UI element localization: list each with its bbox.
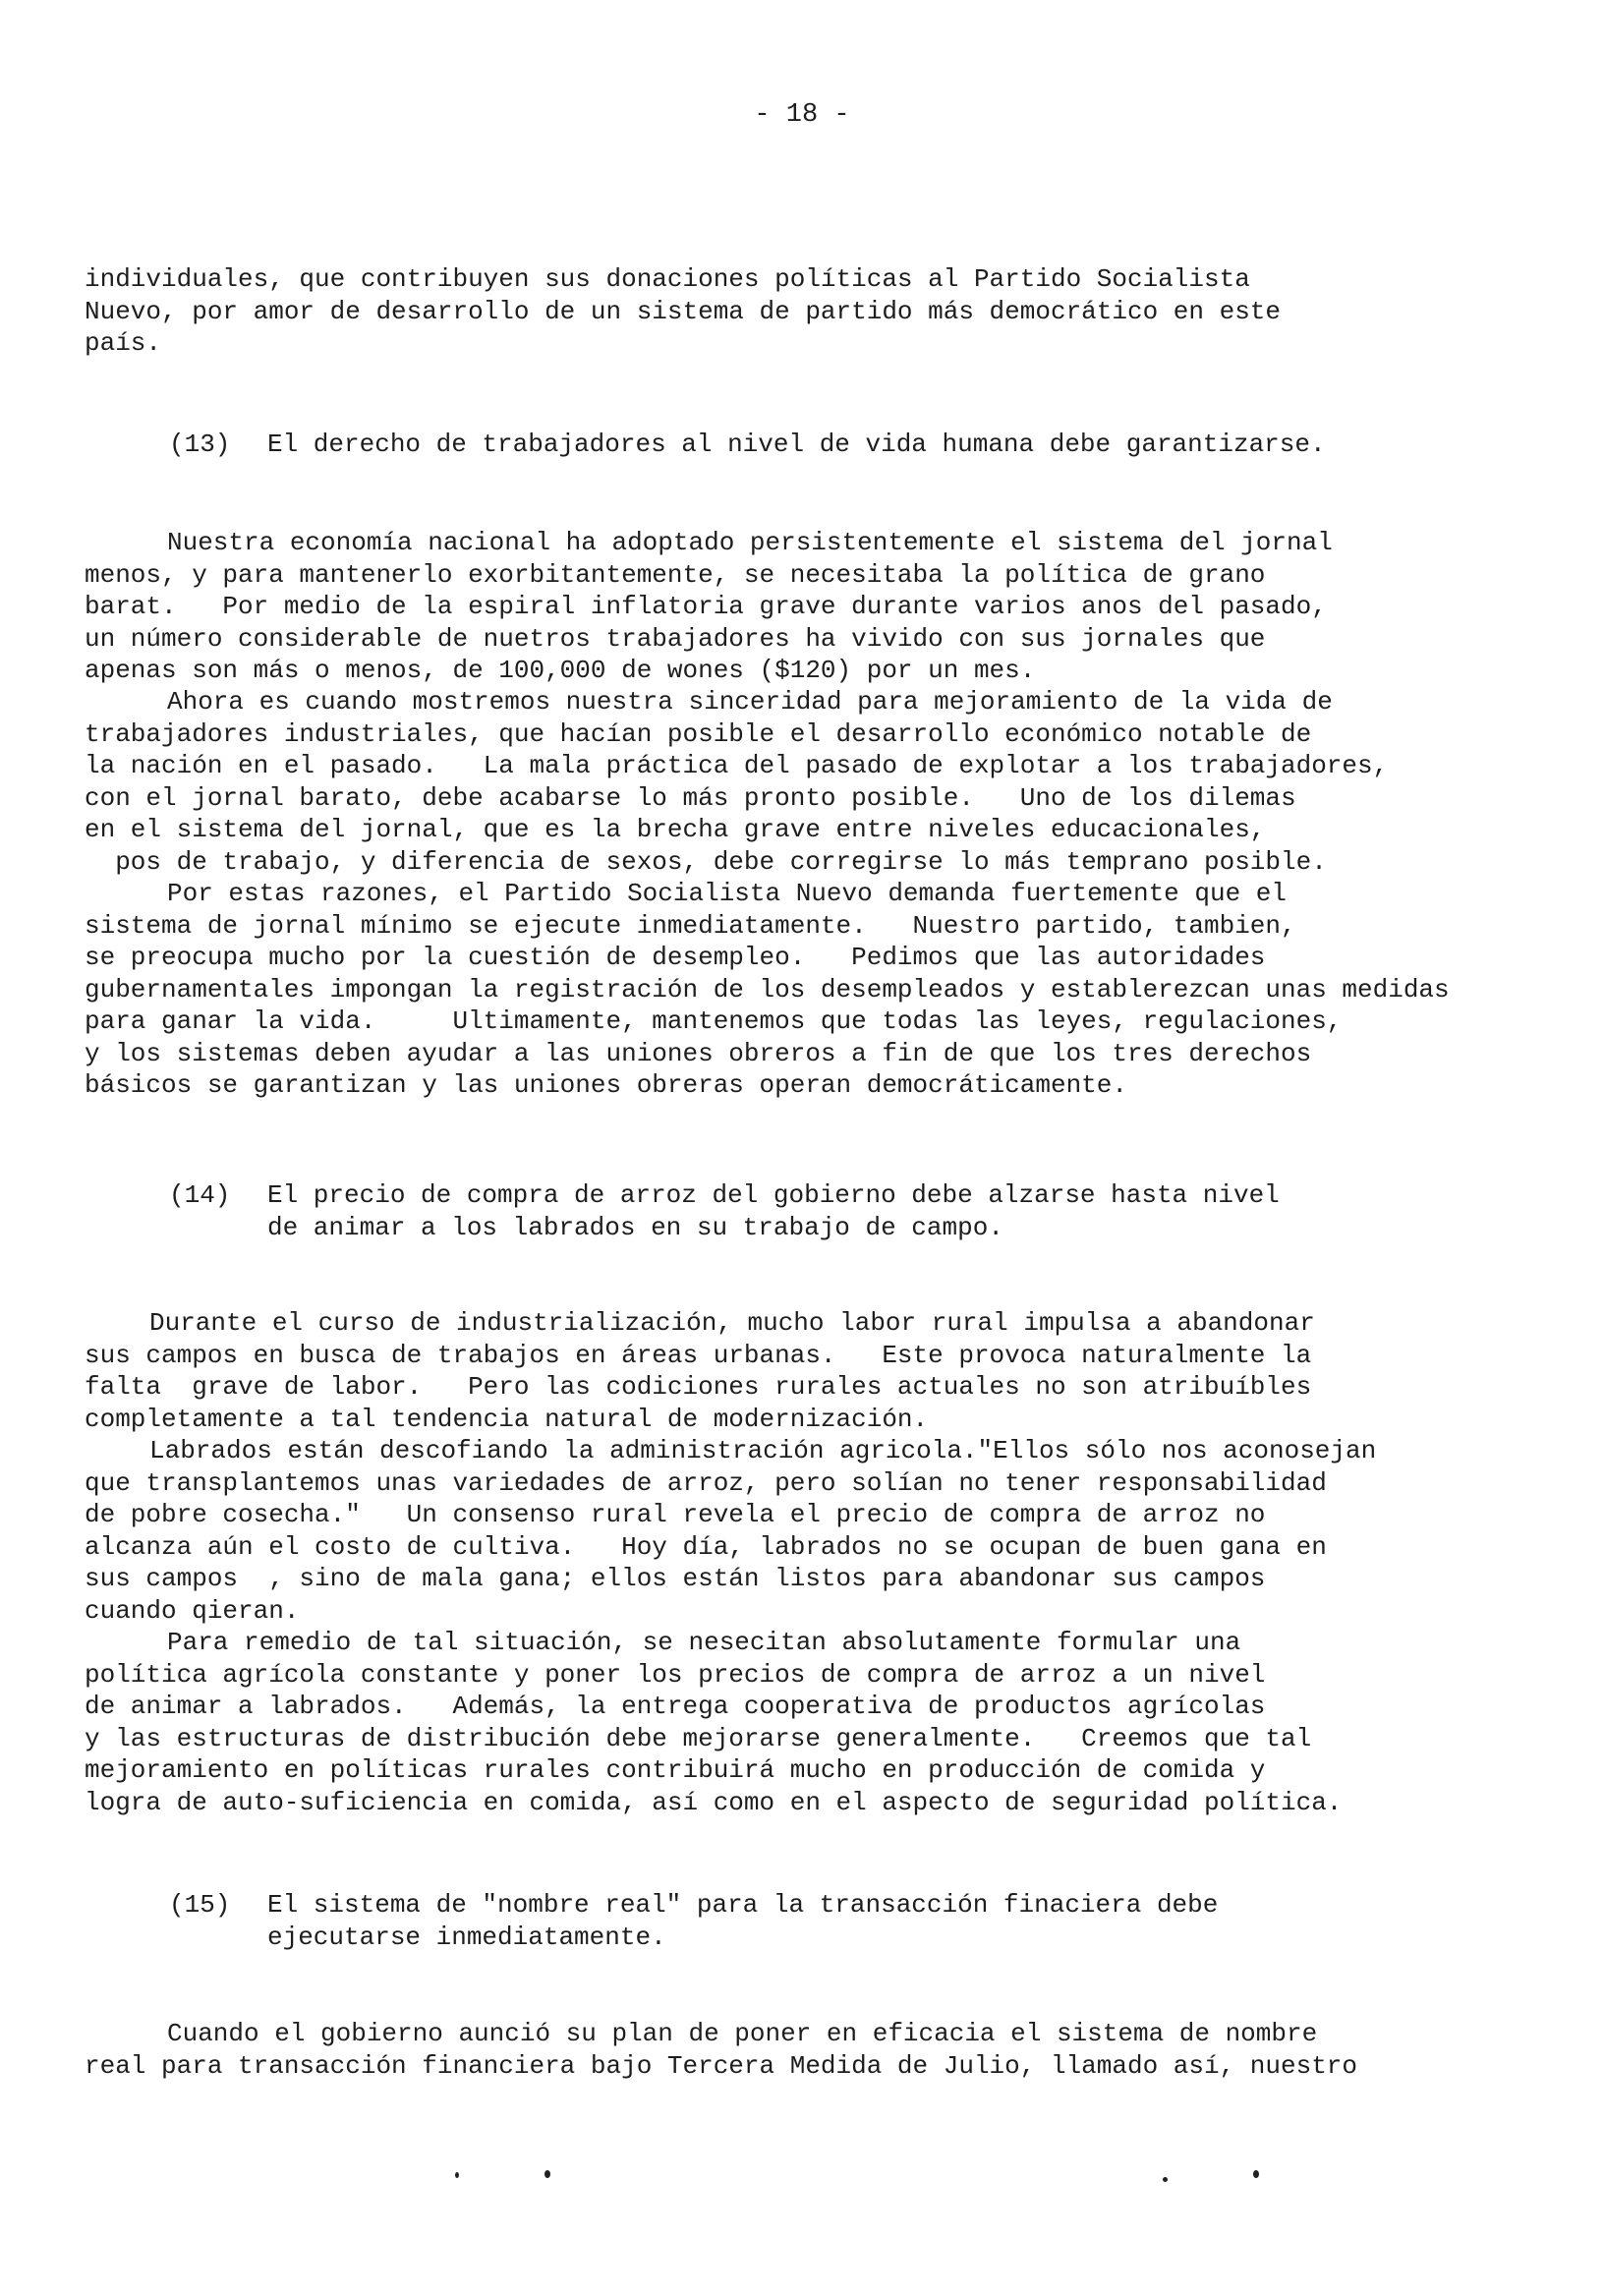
text-line: un número considerable de nuetros trabajadores ha vivido con sus jornales que <box>85 623 1266 654</box>
page-number: - 18 - <box>754 100 850 130</box>
scan-speck <box>1253 2170 1259 2178</box>
text-line: la nación en el pasado. La mala práctica del pasado de explotar a los trabajadores, <box>85 751 1389 780</box>
heading-text: El derecho de trabajadores al nivel de vida humana debe garantizarse. <box>267 430 1326 459</box>
text-line: se preocupa mucho por la cuestión de desempleo. Pedimos que las autoridades <box>85 943 1266 972</box>
scan-speck <box>455 2172 459 2178</box>
text-line: de animar a labrados. Además, la entrega cooperativa de productos agrícolas <box>85 1692 1266 1721</box>
heading-text: ejecutarse inmediatamente. <box>267 1922 666 1952</box>
text-line: alcanza aún el costo de cultiva. Hoy día, labrados no se ocupan de buen gana en <box>85 1531 1327 1562</box>
text-line: Nuestra economía nacional ha adoptado persistentemente el sistema del jornal <box>167 528 1333 557</box>
text-line: sistema de jornal mínimo se ejecute inmediatamente. Nuestro partido, tambien, <box>85 910 1296 941</box>
text-line: y los sistemas deben ayudar a las uniones obreros a fin de que los tres derechos <box>85 1038 1312 1068</box>
paragraph-14c <box>85 1627 1559 1818</box>
text-line: Durante el curso de industrialización, mucho labor rural impulsa a abandonar <box>149 1308 1315 1338</box>
text-line: sus campos , sino de mala gana; ellos están listos para abandonar sus campos <box>85 1564 1266 1593</box>
text-line: Cuando el gobierno aunció su plan de poner en eficacia el sistema de nombre <box>167 2019 1318 2048</box>
section-number: (13) <box>169 430 231 459</box>
text-line: de pobre cosecha." Un consenso rural revela el precio de compra de arroz no <box>85 1500 1266 1529</box>
text-line: básicos se garantizan y las uniones obreras operan democráticamente. <box>85 1070 1127 1100</box>
text-line: en el sistema del jornal, que es la brecha grave entre niveles educacionales, <box>85 815 1266 844</box>
heading-text: de animar a los labrados en su trabajo de campo. <box>267 1212 1003 1242</box>
text-line: apenas son más o menos, de 100,000 de wones ($120) por un mes. <box>85 656 1036 685</box>
text-line: Ahora es cuando mostremos nuestra sinceridad para mejoramiento de la vida de <box>167 687 1333 717</box>
text-line: sus campos en busca de trabajos en áreas urbanas. Este provoca naturalmente la <box>85 1340 1312 1370</box>
text-line: real para transacción financiera bajo Tercera Medida de Julio, llamado así, nuestro <box>85 2050 1358 2081</box>
scan-speck <box>1163 2177 1168 2182</box>
text-line: individuales, que contribuyen sus donaciones políticas al Partido Socialista <box>85 264 1250 294</box>
text-line: país. <box>85 328 162 358</box>
scan-speck <box>544 2170 550 2178</box>
text-line: menos, y para mantenerlo exorbitantemente, se necesitaba la política de grano <box>85 559 1266 590</box>
text-line: barat. Por medio de la espiral inflatoria grave durante varios anos del pasado, <box>85 592 1327 621</box>
section-heading-15 <box>169 1889 1447 1953</box>
text-line: para ganar la vida. Ultimamente, mantenemos que todas las leyes, regulaciones, <box>85 1006 1343 1036</box>
paragraph-14a <box>85 1307 1559 1435</box>
text-line: que transplantemos unas variedades de arroz, pero solían no tener responsabilidad <box>85 1467 1327 1498</box>
paragraph-13a <box>85 527 1559 687</box>
heading-text: El sistema de "nombre real" para la transacción finaciera debe <box>267 1890 1219 1920</box>
text-line: y las estructuras de distribución debe mejorarse generalmente. Creemos que tal <box>85 1723 1312 1753</box>
section-number: (15) <box>169 1890 231 1920</box>
text-line: Nuevo, por amor de desarrollo de un sistema de partido más democrático en este <box>85 296 1281 326</box>
paragraph-15a <box>85 2018 1559 2082</box>
text-line: con el jornal barato, debe acabarse lo más pronto posible. Uno de los dilemas <box>85 782 1296 813</box>
text-line: Para remedio de tal situación, se nesecitan absolutamente formular una <box>167 1628 1241 1657</box>
paragraph-13c <box>85 878 1559 1102</box>
paragraph-14b <box>85 1435 1559 1627</box>
text-line: Labrados están descofiando la administración agricola."Ellos sólo nos aconosejan <box>149 1436 1377 1465</box>
section-heading-14 <box>169 1179 1447 1243</box>
text-line: trabajadores industriales, que hacían posible el desarrollo económico notable de <box>85 718 1312 749</box>
text-line: logra de auto-suficiencia en comida, así como en el aspecto de seguridad política. <box>85 1787 1343 1817</box>
text-line: mejoramiento en políticas rurales contribuirá mucho en producción de comida y <box>85 1755 1266 1785</box>
paragraph-13b <box>85 686 1559 878</box>
heading-text: El precio de compra de arroz del gobierno debe alzarse hasta nivel <box>267 1180 1280 1210</box>
text-line: Por estas razones, el Partido Socialista Nuevo demanda fuertemente que el <box>167 879 1287 908</box>
section-heading-13 <box>169 429 1447 461</box>
text-line: cuando qieran. <box>85 1595 300 1626</box>
text-line: política agrícola constante y poner los precios de compra de arroz a un nivel <box>85 1659 1266 1690</box>
text-line: completamente a tal tendencia natural de modernización. <box>85 1404 929 1434</box>
section-number: (14) <box>169 1180 231 1210</box>
text-line: gubernamentales impongan la registración de los desempleados y establerezcan unas medidas <box>85 974 1450 1004</box>
paragraph-intro <box>85 263 1559 360</box>
text-line: pos de trabajo, y diferencia de sexos, debe corregirse lo más temprano posible. <box>85 846 1327 877</box>
text-line: falta grave de labor. Pero las codiciones rurales actuales no son atribuíbles <box>85 1372 1312 1402</box>
